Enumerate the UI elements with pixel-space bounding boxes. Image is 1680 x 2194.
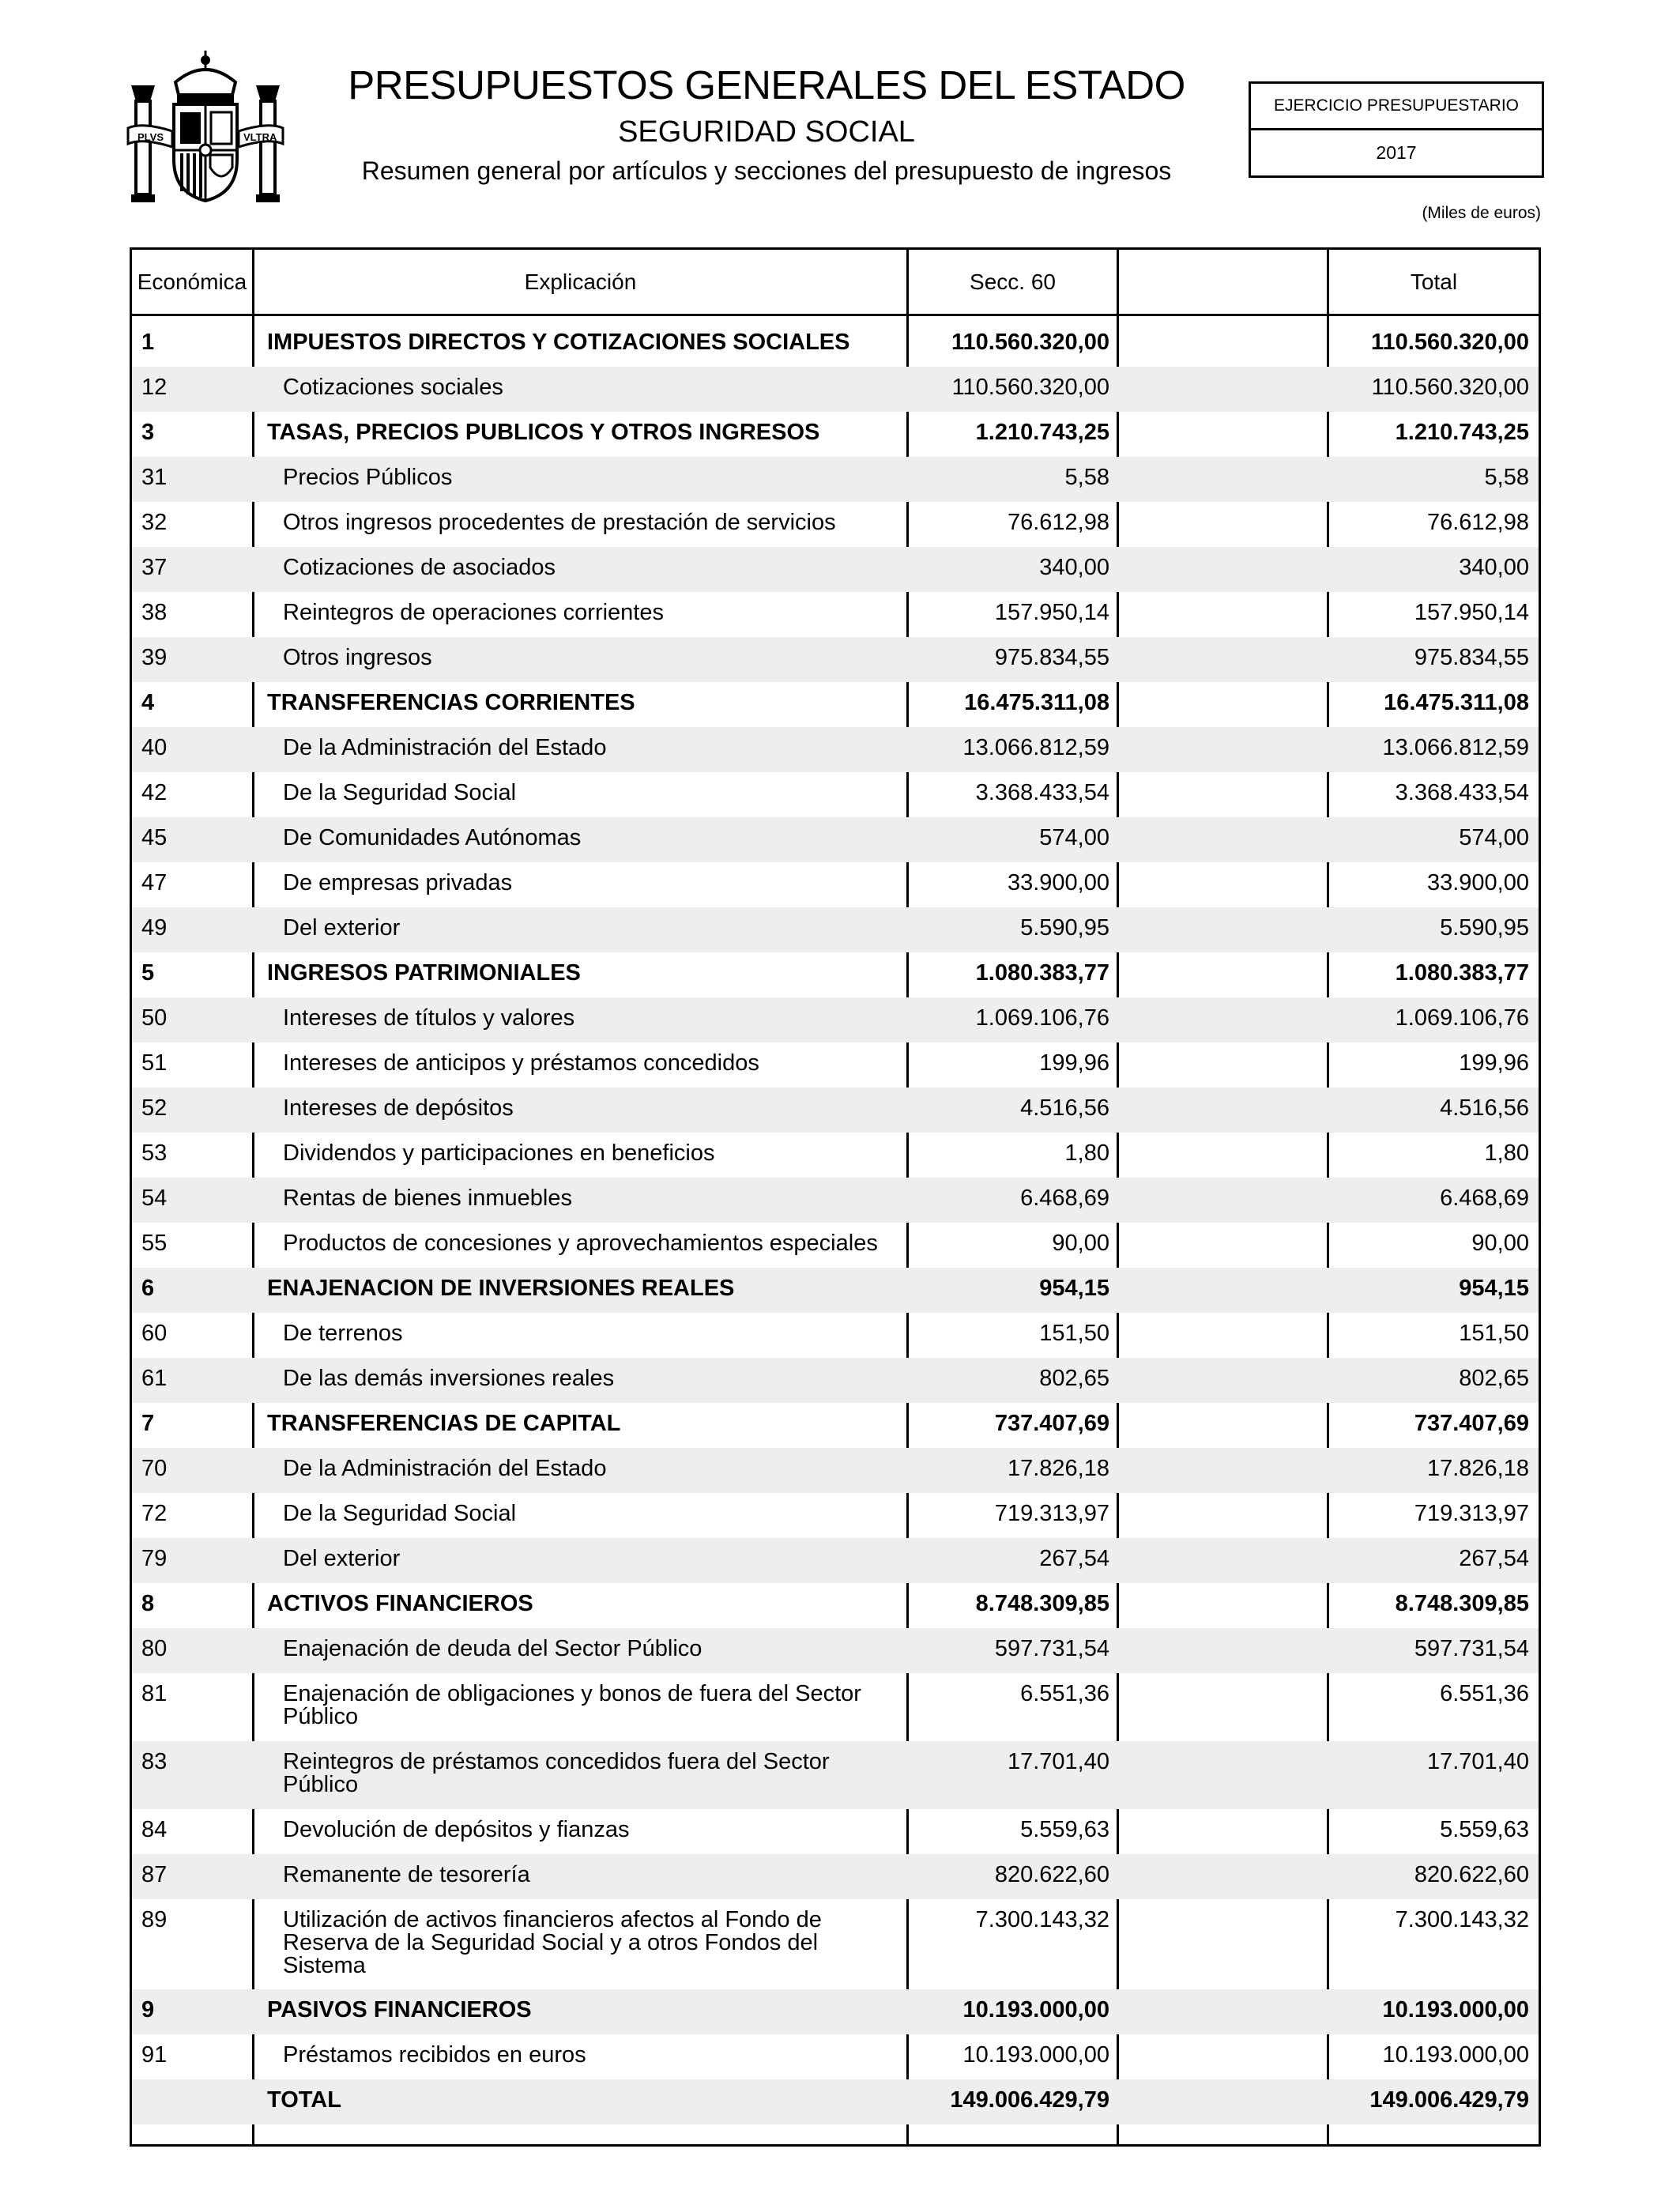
ejercicio-box	[1249, 81, 1544, 178]
total-amount-cell: 820.622,60	[1414, 1862, 1529, 1887]
empty-cell	[1119, 1178, 1329, 1223]
table-row	[132, 952, 1539, 997]
table-row	[132, 1403, 1539, 1448]
table-row	[132, 1673, 1539, 1741]
page-description: Resumen general por artículos y secciones del presupuesto de ingresos	[361, 156, 1172, 185]
empty-cell	[1119, 1358, 1329, 1403]
column-header-economica: Económica	[137, 270, 247, 294]
economic-code-cell	[132, 2079, 254, 2124]
empty-cell	[1119, 367, 1329, 412]
table-row	[132, 862, 1539, 907]
empty-cell	[1119, 1493, 1329, 1538]
total-amount-cell: 1,80	[1484, 1140, 1529, 1166]
secc-60-amount-cell: 5.590,95	[1020, 915, 1109, 941]
secc-60-amount-cell: 267,54	[1039, 1546, 1109, 1571]
column-header-empty	[1119, 250, 1327, 314]
total-amount-cell: 267,54	[1459, 1546, 1529, 1571]
explanation-cell: De las demás inversiones reales	[283, 1366, 615, 1391]
explanation-cell: PASIVOS FINANCIEROS	[267, 1997, 532, 2022]
economic-code-cell: 61	[141, 1366, 168, 1391]
explanation-cell: IMPUESTOS DIRECTOS Y COTIZACIONES SOCIALES	[267, 330, 850, 355]
secc-60-amount-cell: 6.468,69	[1020, 1186, 1109, 1211]
secc-60-amount-cell: 33.900,00	[1007, 870, 1109, 895]
explanation-cell: Devolución de depósitos y fianzas	[283, 1817, 630, 1842]
empty-cell	[1119, 1583, 1329, 1628]
economic-code-cell: 47	[141, 870, 168, 895]
economic-code-cell: 31	[141, 465, 168, 490]
secc-60-amount-cell: 737.407,69	[994, 1411, 1109, 1436]
economic-code-cell: 32	[141, 510, 168, 535]
explanation-cell: Dividendos y participaciones en beneficios	[283, 1140, 715, 1166]
column-header-secc-60: Secc. 60	[970, 270, 1056, 294]
explanation-cell: Del exterior	[283, 915, 401, 941]
explanation-cell: De la Administración del Estado	[283, 735, 607, 760]
secc-60-amount-cell: 10.193.000,00	[962, 2042, 1109, 2068]
economic-code-cell: 52	[141, 1095, 168, 1121]
economic-code-cell: 6	[141, 1276, 155, 1301]
table-row	[132, 1538, 1539, 1583]
motto-right: VLTRA	[243, 131, 277, 143]
secc-60-amount-cell: 340,00	[1039, 555, 1109, 580]
table-row	[132, 997, 1539, 1042]
empty-cell	[1119, 952, 1329, 997]
economic-code-cell: 7	[141, 1411, 155, 1436]
empty-cell	[1119, 637, 1329, 682]
empty-cell	[1119, 1673, 1329, 1741]
economic-code-cell: 40	[141, 735, 168, 760]
page-subtitle: SEGURIDAD SOCIAL	[618, 115, 915, 149]
total-amount-cell: 737.407,69	[1414, 1411, 1529, 1436]
explanation-cell: Del exterior	[283, 1546, 401, 1571]
total-amount-cell: 1.080.383,77	[1395, 960, 1529, 986]
table-row	[132, 727, 1539, 772]
table-row	[132, 1133, 1539, 1178]
explanation-cell: Enajenación de deuda del Sector Público	[283, 1636, 703, 1661]
secc-60-amount-cell: 3.368.433,54	[975, 780, 1109, 805]
table-header	[132, 250, 1539, 316]
empty-cell	[1119, 1313, 1329, 1358]
economic-code-cell: 4	[141, 690, 155, 715]
table-row	[132, 1899, 1539, 1989]
economic-code-cell: 84	[141, 1817, 168, 1842]
explanation-cell: Reintegros de operaciones corrientes	[283, 600, 664, 625]
secc-60-amount-cell: 17.701,40	[1007, 1749, 1109, 1774]
total-amount-cell: 10.193.000,00	[1382, 1997, 1529, 2022]
empty-cell	[1119, 1268, 1329, 1313]
secc-60-amount-cell: 1.069.106,76	[975, 1005, 1109, 1031]
explanation-cell: Cotizaciones de asociados	[283, 555, 556, 580]
explanation-cell: De la Seguridad Social	[283, 780, 517, 805]
explanation-cell: De la Administración del Estado	[283, 1456, 607, 1481]
economic-code-cell: 89	[141, 1907, 168, 1932]
total-amount-cell: 151,50	[1459, 1321, 1529, 1346]
empty-cell	[1119, 862, 1329, 907]
total-amount-cell: 975.834,55	[1414, 645, 1529, 670]
secc-60-amount-cell: 110.560.320,00	[951, 330, 1109, 355]
table-row	[132, 1088, 1539, 1133]
secc-60-amount-cell: 90,00	[1052, 1231, 1109, 1256]
table-row	[132, 1989, 1539, 2034]
economic-code-cell: 55	[141, 1231, 168, 1256]
explanation-cell: De Comunidades Autónomas	[283, 825, 582, 850]
table-row	[132, 412, 1539, 457]
table-row	[132, 1628, 1539, 1673]
secc-60-amount-cell: 574,00	[1039, 825, 1109, 850]
secc-60-amount-cell: 13.066.812,59	[962, 735, 1109, 760]
economic-code-cell: 53	[141, 1140, 168, 1166]
economic-code-cell: 39	[141, 645, 168, 670]
secc-60-amount-cell: 10.193.000,00	[962, 1997, 1109, 2022]
page-title: PRESUPUESTOS GENERALES DEL ESTADO	[348, 62, 1185, 107]
total-amount-cell: 6.468,69	[1440, 1186, 1529, 1211]
economic-code-cell: 79	[141, 1546, 168, 1571]
secc-60-amount-cell: 149.006.429,79	[950, 2087, 1109, 2113]
table-row	[132, 1583, 1539, 1628]
total-amount-cell: 33.900,00	[1426, 870, 1529, 895]
economic-code-cell: 60	[141, 1321, 168, 1346]
empty-cell	[1119, 322, 1329, 367]
economic-code-cell: 91	[141, 2042, 168, 2068]
total-amount-cell: 90,00	[1471, 1231, 1529, 1256]
total-amount-cell: 574,00	[1459, 825, 1529, 850]
economic-code-cell: 49	[141, 915, 168, 941]
economic-code-cell: 87	[141, 1862, 168, 1887]
secc-60-amount-cell: 17.826,18	[1007, 1456, 1109, 1481]
total-amount-cell: 802,65	[1459, 1366, 1529, 1391]
empty-cell	[1119, 997, 1329, 1042]
explanation-cell: ACTIVOS FINANCIEROS	[267, 1591, 533, 1616]
secc-60-amount-cell: 6.551,36	[1020, 1681, 1109, 1706]
total-amount-cell: 10.193.000,00	[1382, 2042, 1529, 2068]
total-amount-cell: 149.006.429,79	[1369, 2087, 1529, 2113]
table-row	[132, 682, 1539, 727]
total-amount-cell: 17.701,40	[1426, 1749, 1529, 1774]
total-amount-cell: 719.313,97	[1414, 1501, 1529, 1526]
secc-60-amount-cell: 4.516,56	[1020, 1095, 1109, 1121]
table-row	[132, 1223, 1539, 1268]
empty-cell	[1119, 1741, 1329, 1809]
total-amount-cell: 5.559,63	[1440, 1817, 1529, 1842]
secc-60-amount-cell: 7.300.143,32	[975, 1907, 1109, 1932]
total-amount-cell: 5.590,95	[1440, 915, 1529, 941]
total-amount-cell: 199,96	[1459, 1050, 1529, 1076]
secc-60-amount-cell: 5,58	[1064, 465, 1109, 490]
empty-cell	[1119, 1133, 1329, 1178]
secc-60-amount-cell: 820.622,60	[994, 1862, 1109, 1887]
explanation-cell: Reintegros de préstamos concedidos fuera del Sector Público	[283, 1749, 830, 1797]
explanation-cell: TOTAL	[267, 2087, 341, 2113]
economic-code-cell: 45	[141, 825, 168, 850]
empty-cell	[1119, 1448, 1329, 1493]
ejercicio-year: 2017	[1376, 142, 1417, 163]
explanation-cell: Enajenación de obligaciones y bonos de fuera del Sector Público	[283, 1681, 861, 1729]
secc-60-amount-cell: 5.559,63	[1020, 1817, 1109, 1842]
total-amount-cell: 16.475.311,08	[1384, 690, 1529, 715]
total-amount-cell: 110.560.320,00	[1371, 330, 1529, 355]
economic-code-cell: 3	[141, 420, 155, 445]
secc-60-amount-cell: 1.210.743,25	[975, 420, 1109, 445]
explanation-cell: Préstamos recibidos en euros	[283, 2042, 586, 2068]
empty-cell	[1119, 682, 1329, 727]
economic-code-cell: 38	[141, 600, 168, 625]
explanation-cell: TASAS, PRECIOS PUBLICOS Y OTROS INGRESOS	[267, 420, 820, 445]
secc-60-amount-cell: 597.731,54	[994, 1636, 1109, 1661]
empty-cell	[1119, 2034, 1329, 2079]
economic-code-cell: 9	[141, 1997, 155, 2022]
economic-code-cell: 5	[141, 960, 155, 986]
empty-cell	[1119, 1088, 1329, 1133]
secc-60-amount-cell: 110.560.320,00	[951, 375, 1109, 400]
empty-cell	[1119, 547, 1329, 592]
table-row	[132, 2079, 1539, 2124]
empty-cell	[1119, 1538, 1329, 1583]
economic-code-cell: 72	[141, 1501, 168, 1526]
economic-code-cell: 54	[141, 1186, 168, 1211]
total-amount-cell: 340,00	[1459, 555, 1529, 580]
explanation-cell: De terrenos	[283, 1321, 403, 1346]
total-amount-cell: 17.826,18	[1426, 1456, 1529, 1481]
total-amount-cell: 76.612,98	[1426, 510, 1529, 535]
table-row	[132, 1493, 1539, 1538]
explanation-cell: TRANSFERENCIAS DE CAPITAL	[267, 1411, 621, 1436]
secc-60-amount-cell: 719.313,97	[994, 1501, 1109, 1526]
economic-code-cell: 70	[141, 1456, 168, 1481]
explanation-cell: Productos de concesiones y aprovechamientos especiales	[283, 1231, 878, 1256]
empty-cell	[1119, 1403, 1329, 1448]
empty-cell	[1119, 1899, 1329, 1989]
table-row	[132, 637, 1539, 682]
units-note: (Miles de euros)	[1422, 204, 1541, 222]
empty-cell	[1119, 412, 1329, 457]
total-amount-cell: 7.300.143,32	[1395, 1907, 1529, 1932]
table-body	[132, 322, 1539, 2124]
economic-code-cell: 80	[141, 1636, 168, 1661]
table-row	[132, 772, 1539, 817]
economic-code-cell: 81	[141, 1681, 168, 1706]
column-header-explicacion: Explicación	[524, 270, 637, 294]
total-amount-cell: 157.950,14	[1414, 600, 1529, 625]
total-amount-cell: 5,58	[1484, 465, 1529, 490]
secc-60-amount-cell: 1.080.383,77	[975, 960, 1109, 986]
explanation-cell: Intereses de depósitos	[283, 1095, 514, 1121]
total-amount-cell: 1.069.106,76	[1395, 1005, 1529, 1031]
secc-60-amount-cell: 76.612,98	[1007, 510, 1109, 535]
empty-cell	[1119, 727, 1329, 772]
empty-cell	[1119, 907, 1329, 952]
empty-cell	[1119, 1989, 1329, 2034]
economic-code-cell: 8	[141, 1591, 155, 1616]
table-row	[132, 907, 1539, 952]
table-row	[132, 592, 1539, 637]
budget-table	[130, 247, 1541, 2147]
table-row	[132, 502, 1539, 547]
explanation-cell: INGRESOS PATRIMONIALES	[267, 960, 581, 986]
table-row	[132, 1854, 1539, 1899]
total-amount-cell: 6.551,36	[1440, 1681, 1529, 1706]
explanation-cell: Intereses de anticipos y préstamos concedidos	[283, 1050, 759, 1076]
explanation-cell: Intereses de títulos y valores	[283, 1005, 575, 1031]
coat-of-arms-icon	[126, 49, 284, 207]
total-amount-cell: 954,15	[1459, 1276, 1529, 1301]
table-row	[132, 457, 1539, 502]
total-amount-cell: 8.748.309,85	[1395, 1591, 1529, 1616]
empty-cell	[1119, 1854, 1329, 1899]
total-amount-cell: 110.560.320,00	[1371, 375, 1529, 400]
economic-code-cell: 83	[141, 1749, 168, 1774]
empty-cell	[1119, 457, 1329, 502]
table-row	[132, 547, 1539, 592]
table-row	[132, 322, 1539, 367]
explanation-cell: Utilización de activos financieros afectos al Fondo de Reserva de la Seguridad Social y a otros Fondos del Sistema	[283, 1907, 822, 1978]
table-row	[132, 1741, 1539, 1809]
explanation-cell: Cotizaciones sociales	[283, 375, 503, 400]
secc-60-amount-cell: 802,65	[1039, 1366, 1109, 1391]
table-row	[132, 1448, 1539, 1493]
explanation-cell: Otros ingresos procedentes de prestación de servicios	[283, 510, 836, 535]
empty-cell	[1119, 592, 1329, 637]
table-row	[132, 2034, 1539, 2079]
secc-60-amount-cell: 151,50	[1039, 1321, 1109, 1346]
economic-code-cell: 42	[141, 780, 168, 805]
total-amount-cell: 13.066.812,59	[1382, 735, 1529, 760]
economic-code-cell: 37	[141, 555, 168, 580]
secc-60-amount-cell: 954,15	[1039, 1276, 1109, 1301]
ejercicio-label: EJERCICIO PRESUPUESTARIO	[1251, 84, 1542, 130]
empty-cell	[1119, 1809, 1329, 1854]
secc-60-amount-cell: 157.950,14	[994, 600, 1109, 625]
total-amount-cell: 1.210.743,25	[1395, 420, 1529, 445]
table-row	[132, 1268, 1539, 1313]
explanation-cell: Rentas de bienes inmuebles	[283, 1186, 572, 1211]
empty-cell	[1119, 1042, 1329, 1088]
explanation-cell: Remanente de tesorería	[283, 1862, 530, 1887]
table-row	[132, 1358, 1539, 1403]
secc-60-amount-cell: 975.834,55	[994, 645, 1109, 670]
economic-code-cell: 50	[141, 1005, 168, 1031]
total-amount-cell: 4.516,56	[1440, 1095, 1529, 1121]
economic-code-cell: 51	[141, 1050, 168, 1076]
table-row	[132, 817, 1539, 862]
explanation-cell: Precios Públicos	[283, 465, 453, 490]
empty-cell	[1119, 1223, 1329, 1268]
explanation-cell: Otros ingresos	[283, 645, 432, 670]
secc-60-amount-cell: 1,80	[1064, 1140, 1109, 1166]
total-amount-cell: 597.731,54	[1414, 1636, 1529, 1661]
explanation-cell: De la Seguridad Social	[283, 1501, 517, 1526]
economic-code-cell: 12	[141, 375, 168, 400]
explanation-cell: TRANSFERENCIAS CORRIENTES	[267, 690, 635, 715]
empty-cell	[1119, 817, 1329, 862]
table-row	[132, 367, 1539, 412]
empty-cell	[1119, 1628, 1329, 1673]
secc-60-amount-cell: 199,96	[1039, 1050, 1109, 1076]
motto-left: PLVS	[137, 131, 164, 143]
secc-60-amount-cell: 8.748.309,85	[975, 1591, 1109, 1616]
empty-cell	[1119, 2079, 1329, 2124]
explanation-cell: De empresas privadas	[283, 870, 513, 895]
table-row	[132, 1313, 1539, 1358]
table-row	[132, 1178, 1539, 1223]
total-amount-cell: 3.368.433,54	[1395, 780, 1529, 805]
table-row	[132, 1809, 1539, 1854]
table-row	[132, 1042, 1539, 1088]
column-header-total: Total	[1410, 270, 1458, 294]
secc-60-amount-cell: 16.475.311,08	[964, 690, 1109, 715]
explanation-cell: ENAJENACION DE INVERSIONES REALES	[267, 1276, 735, 1301]
empty-cell	[1119, 772, 1329, 817]
economic-code-cell: 1	[141, 330, 155, 355]
empty-cell	[1119, 502, 1329, 547]
